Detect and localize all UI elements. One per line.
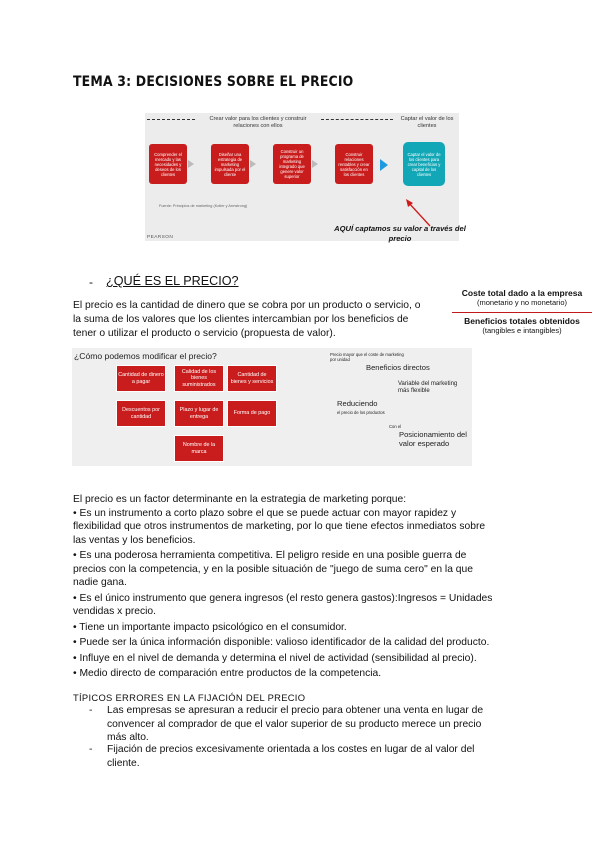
list-line: cliente. bbox=[107, 757, 140, 769]
reducing-note: el precio de los productos bbox=[337, 410, 385, 415]
list-line: • Es una poderosa herramienta competitiva. El peligro reside en una posible guerra de bbox=[73, 550, 467, 561]
page-title: TEMA 3: DECISIONES SOBRE EL PRECIO bbox=[73, 74, 354, 90]
positioning-note: Con el bbox=[389, 424, 402, 429]
list-item bbox=[73, 592, 533, 619]
reducing-label: Reduciendo bbox=[337, 399, 378, 408]
fraction-line bbox=[452, 312, 592, 313]
process-step-2: Diseñar una estrategia de marketing impulsada por el cliente bbox=[211, 144, 249, 184]
modifier-box: Nombre de la marca bbox=[174, 435, 224, 462]
dashed-line bbox=[321, 119, 393, 120]
list-line: Fijación de precios excesivamente orientada a los costes en lugar de al valor del bbox=[107, 744, 475, 755]
definition-line: tener o utilizar el producto o servicio (propuesta de valor). bbox=[73, 328, 336, 339]
figure-top-right-label: Captar el valor de los clientes bbox=[400, 116, 454, 129]
modifier-box: Cantidad de dinero a pagar bbox=[116, 365, 166, 392]
modifier-box: Calidad de los bienes suministrados bbox=[174, 365, 224, 392]
list-line: las ventas y los beneficios. bbox=[73, 534, 196, 546]
definition-paragraph bbox=[73, 299, 420, 341]
formula-numerator: Coste total dado a la empresa bbox=[461, 288, 583, 298]
process-step-4: Construir relaciones rentables y crear satisfacción en los clientes bbox=[335, 144, 373, 184]
list-item: • Puede ser la única información disponible: valioso identificador de la calidad del producto. bbox=[73, 637, 490, 648]
process-step-3: Construir un programa de marketing integrado que genere valor superior bbox=[273, 144, 311, 184]
list-line: • Es el único instrumento que genera ingresos (el resto genera gastos):Ingresos = Unidades bbox=[73, 592, 493, 604]
modifier-box: Plazo y lugar de entrega bbox=[174, 400, 224, 427]
list-line: • Es un instrumento a corto plazo sobre el que se puede actuar con mayor rapidez y bbox=[73, 507, 457, 519]
modifier-box: Forma de pago bbox=[227, 400, 277, 427]
modifier-box: Descuentos por cantidad bbox=[116, 400, 166, 427]
error-item bbox=[107, 743, 527, 770]
formula-numerator-note: (monetario y no monetario) bbox=[476, 298, 568, 307]
formula-denominator: Beneficios totales obtenidos bbox=[464, 316, 580, 326]
list-line: Las empresas se apresuran a reducir el precio para obtener una venta en lugar de bbox=[107, 705, 484, 716]
list-item: • Tiene un importante impacto psicológico en el consumidor. bbox=[73, 621, 347, 633]
list-item: • Influye en el nivel de demanda y determina el nivel de actividad (sensibilidad al precio). bbox=[73, 652, 477, 664]
list-line: precios con la competencia, y en la posible situación de "juego de suma cero" en la que bbox=[73, 563, 473, 575]
definition-line: El precio es la cantidad de dinero que se cobra por un producto o servicio, o bbox=[73, 300, 421, 311]
errors-heading: TÍPICOS ERRORES EN LA FIJACIÓN DEL PRECIO bbox=[73, 692, 306, 703]
price-modification-figure bbox=[72, 348, 472, 466]
list-line: más alto. bbox=[107, 732, 149, 743]
figure-source: Fuente: Principios de marketing (Kotler y Armstrong) bbox=[159, 204, 248, 208]
modifier-box: Cantidad de bienes y servicios bbox=[227, 365, 277, 392]
list-dash: - bbox=[89, 275, 93, 289]
list-dash: - bbox=[89, 744, 93, 755]
reasons-block bbox=[73, 493, 533, 681]
arrow-right-icon bbox=[312, 160, 318, 168]
figure-heading: ¿Cómo podemos modificar el precio? bbox=[74, 351, 217, 361]
cost-formula bbox=[452, 288, 592, 336]
error-item bbox=[107, 704, 527, 745]
list-item bbox=[73, 549, 533, 590]
list-line: convencer al comprador de que el valor superior de su producto merece un precio bbox=[107, 718, 482, 730]
arrow-right-icon bbox=[188, 160, 194, 168]
list-line: vendidas x precio. bbox=[73, 606, 156, 617]
list-line: flexibilidad que otros instrumentos de marketing, por lo que tiene efectos inmediatos sobre bbox=[73, 521, 486, 532]
direct-benefits: Beneficios directos bbox=[366, 363, 430, 372]
list-item: • Medio directo de comparación entre productos de la competencia. bbox=[73, 668, 382, 679]
price-note: Precio mayor que el coste de marketing por unidad bbox=[330, 352, 404, 362]
dashed-line bbox=[147, 119, 195, 120]
process-final-step: Captar el valor de los clientes para crear beneficios y capital de los clientes bbox=[403, 142, 445, 186]
definition-line: la suma de los valores que los clientes intercambian por los beneficios de bbox=[73, 314, 409, 325]
list-dash: - bbox=[89, 705, 93, 716]
formula-denominator-note: (tangibles e intangibles) bbox=[482, 326, 562, 335]
reasons-intro: El precio es un factor determinante en la estrategia de marketing porque: bbox=[73, 494, 407, 505]
process-step-1: Comprender el mercado y las necesidades y deseos de los clientes bbox=[149, 144, 187, 184]
list-item bbox=[73, 507, 533, 548]
positioning-label: Posicionamiento del valor esperado bbox=[399, 430, 467, 448]
flexible-variable: Variable del marketing más flexible bbox=[398, 381, 458, 394]
annotation-text: AQUÍ captamos su valor a través del precio bbox=[334, 224, 466, 243]
section-heading: ¿QUÉ ES EL PRECIO? bbox=[106, 274, 239, 288]
arrow-right-icon bbox=[250, 160, 256, 168]
figure-top-left-label: Crear valor para los clientes y construir relaciones con ellos bbox=[209, 116, 307, 129]
arrow-right-icon bbox=[380, 159, 388, 171]
publisher-logo: PEARSON bbox=[147, 235, 174, 240]
list-line: nadie gana. bbox=[73, 577, 127, 588]
